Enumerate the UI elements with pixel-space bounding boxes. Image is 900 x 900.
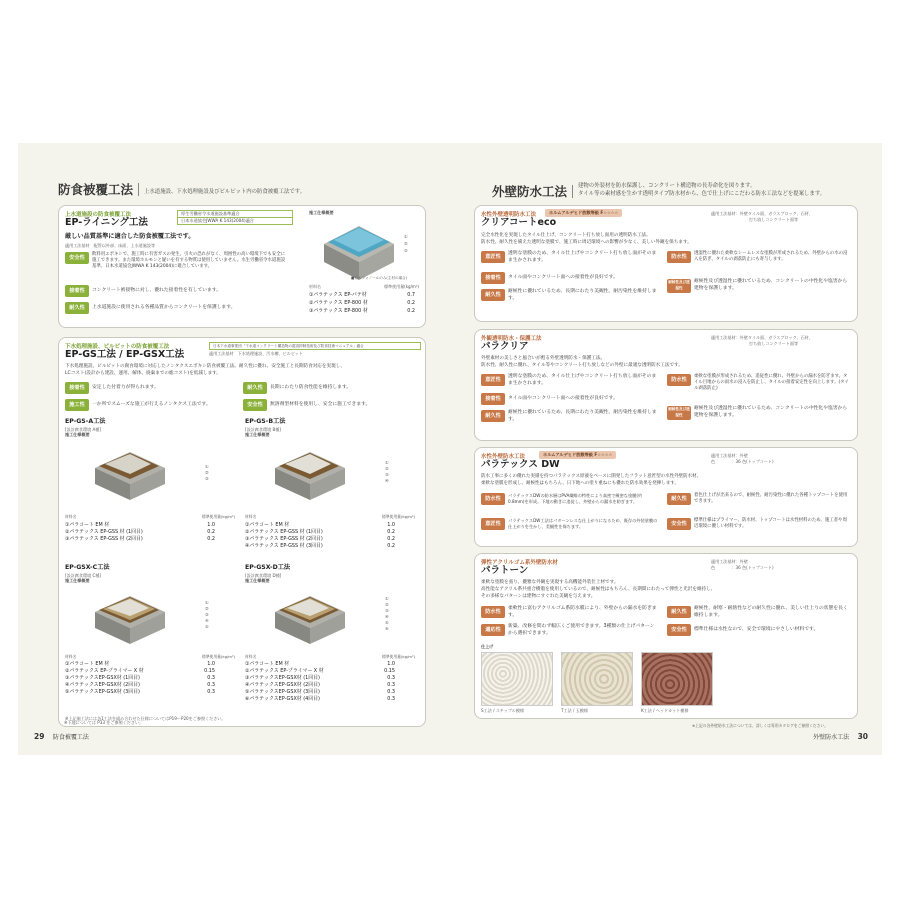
card-category: 上水道施設の防食被覆工法	[65, 212, 132, 218]
page-number: 29	[34, 732, 45, 741]
product-card-paratex-dw: 水性外壁防水工法 ホルムアルデヒド放散等級 F☆☆☆☆ パラテックス DW 適用工法基材：外壁 色 ：36 色(トップコート) 防水工事に多くの優れた実績を持つパラテックス原液をベースに開発したフラット意匠型の水性外壁防水材。 柔軟な塗膜を形成し、耐候性はもちろん、日下地への塗り重ねにも優れた防水効果を発揮します。 防水性 パラテックスDWの防水層はPVA繊維の特性により高密で緻密な塗膜(約0.8mm)を形成。下地の動きに追従し、外壁からの漏水を防ぎます。 耐久性 着色仕上げが出来るので、耐候性、耐汚染性に優れた各種トップコートを使用できます。 意匠性 パラテックスDW工法はパターンレスな仕上がりになるため、既存の外装塗膜の仕上がりを生かし、美観性を保ちます。 安全性 標準仕様はプライマー、防水材、トップコートは水性材料のため、施工者や周辺環境に優しい材料です。	[474, 447, 858, 547]
footer-label: 外壁防水工法	[813, 734, 850, 741]
finish-label: 仕上げ	[481, 644, 494, 649]
table-header	[309, 284, 419, 290]
table-row: ③パラテックス EP-800 材 0.2	[309, 308, 415, 314]
brochure-spread	[18, 143, 882, 755]
table-row: ①パラテックス EP-パテ材 0.7	[309, 292, 415, 298]
card-category: 下水処理施設、ピルピットの防食被覆工法	[65, 344, 170, 350]
feature-label: 安全性	[65, 252, 89, 264]
table-row: ③パラテックスEP-GSX材 (1回目) 0.3	[245, 675, 395, 681]
table-row: ③パラテックス EP-GSS 材 (2回目) 0.2	[245, 536, 395, 542]
diagram-note: ■ピルフォノールのみ(主材の場合)	[351, 276, 408, 280]
feature-row: 施工性 一か所でスムーズな施工が行えるノンタクス工法です。	[65, 399, 211, 411]
page-subtitle: 建物の外装材を防水保護し、コンクリート構造物の長寿命化を図ります。 タイル等の素材感を生かす透明タイプ防水材から、色で仕上げにこだわる防水工法などを提案します。	[578, 183, 826, 197]
col-header: 標準使用量(kg/m²)	[384, 284, 419, 289]
page-subtitle: 上水道施設、下水処理施設及びピルピット内の防食被覆工法です。	[144, 188, 306, 195]
table-row: ⑤パラテックスEP-GSX材 (3回目) 0.3	[65, 689, 215, 695]
ep-lining-card	[58, 205, 426, 328]
table-row: ③パラテックス EP-GSS 材 (2回目) 0.2	[65, 536, 215, 542]
feature-row: 耐久性 長期にわたり防食性能を維持します。	[243, 382, 351, 394]
table-row: ②パラテックス EP-プライマー X 材 0.15	[245, 668, 395, 674]
feature-row	[65, 285, 287, 297]
feature-row	[65, 302, 287, 314]
table-row: ①パラコート EM 材 1.0	[245, 522, 395, 528]
footer-label: 防食被覆工法	[52, 734, 89, 741]
table-row: ⑤パラテックスEP-GSX材 (3回目) 0.3	[245, 689, 395, 695]
swatch-caption: K工法 / ヘッドカット模様	[641, 708, 689, 713]
table-row: ②パラテックス EP-GSS 材 (1回目) 0.2	[245, 529, 395, 535]
diagram-callout: ①	[404, 234, 408, 239]
diagram-label: 施工仕様概要	[309, 210, 334, 215]
feature-text: 上水道施設に使用される各種品質からコンクリートを保護します。	[92, 305, 236, 310]
table-row: ④パラテックス EP-GSS 材 (3回目) 0.2	[245, 543, 395, 549]
cert-badge: 日本下水道事業団「下水道コンクリート構造物の腐食抑制技術及び防食技術マニュアル」適合	[209, 342, 421, 350]
footnote: ※下地については P33 をご参照ください。	[64, 720, 144, 725]
layer-diagram	[85, 588, 195, 648]
layer-diagram	[85, 444, 195, 504]
method-block-c: EP-GSX-C工法 [設計腐食環境 C種] 施工仕様概要 ① ② ③ ④ ⑤ 材料名 標準使用量(kg/m²) ①パラコート EM 材 1.0 ②パラテックス EP-プライマー X 材 0.15 ③パラテックスEP-GSX材 (1回目) 0.3 ④パラテックスEP-GSX材 (2回目) 0.3 ⑤パラテックスEP-GSX材 (3回目) 0.3	[65, 564, 235, 695]
page-title: 外壁防水工法	[492, 185, 573, 198]
intro-text: LCコスト(設計から建設、運用、解体、廃棄までの総コスト)を低減します。	[65, 371, 221, 376]
finish-swatch	[481, 652, 553, 706]
card-note: ※上記施工法には各1工法を組み合わせた仕様についてはP19〜P20をご参照ください。	[65, 716, 226, 721]
cert-badge: 厚生労働省令水道施設基準適合	[177, 210, 293, 218]
feature-row: 接着性 安定した付着力が得られます。	[65, 382, 159, 394]
method-block-a: EP-GS-A工法 [設計腐食環境 A種] 施工仕様概要 ① ② ③ 材料名 標準使用量(kg/m²) ①パラコート EM 材 1.0 ②パラテックス EP-GSS 材 (1回目) 0.2 ③パラテックス EP-GSS 材 (2回目) 0.2	[65, 418, 235, 542]
page-footer	[813, 732, 868, 741]
product-name: EP-ライニング工法	[65, 217, 148, 228]
finish-swatch	[561, 652, 633, 706]
product-card-paratone: 弾性アクリルゴム系外壁防水材 パラトーン 適用工法基材：外壁 色 ：36 色(トップコート) 柔軟な塗膜を張り、優雅な外観を実現する高機能外装仕上材です。 高性能なアクリル系共重合樹脂を使用しているので、耐候性はもちろん、長期間にわたって弾性と光沢を維持し、 その多様なパターンは建物にすぐれた美観を与えます。 防水性 柔軟性に富むアクリルゴム系防水膜により、外壁からの漏水を防ぎます。 耐久性 耐候性、耐寒・耐熱性などの耐久性に優れ、美しい仕上りの状態を長く維持します。 適応性 新築、改修を問わず幅広くご使用できます。3種類の仕上げパターンから選択できます。 安全性 標準仕様は水性なので、安全で環境にやさしい材料です。 仕上げ S工法 / スチップル模様 T工法 / 玉模様 K工法 / ヘッドカット模様	[474, 553, 858, 719]
table-row: ①パラコート EM 材 1.0	[65, 522, 215, 528]
product-name: パラテックス DW	[481, 459, 560, 470]
left-page-header	[58, 183, 305, 196]
table-row: ④パラテックスEP-GSX材 (2回目) 0.3	[65, 682, 215, 688]
table-row: ②パラテックス EP-800 材 0.2	[309, 300, 415, 306]
table-row: ②パラテックス EP-プライマー X 材 0.15	[65, 668, 215, 674]
substrate-text: 適用工法基材 配管以外部、床面、上水道施設等	[65, 243, 156, 248]
diagram-callout: ②	[404, 241, 408, 246]
grade-badge: ホルムアルデヒド放散等級 F☆☆☆☆	[545, 209, 622, 217]
product-name: パラトーン	[481, 565, 529, 576]
layer-diagram	[265, 588, 375, 648]
feature-text: 飲料用エポキシで、施工時に有害ガスの発生、引火の恐れがなく、周囲性の高い環境下でも安全に施工できます。また環境ホルモンと疑いを有する物質は使用していません。水生労働省令水道施設基準、日本水道協会JWWA K 143(2004)に適合しています。	[92, 252, 286, 269]
product-card-paraclear: 外観透明防水・保護工法 パラクリア 適用工法基材：外壁タイル面、ガラスブロック、石材、 打ち放しコンクリート面等 外壁素材の美しさと風合いが甦る外壁透明防水・保護工法。 防水性、耐久性に優れ、タイル等やコンクリート打ち放しなどの外壁に最適な透明防水工法です。 意匠性 透明な塗膜のため、タイル仕上げやコンクリート打ち放し面がそのまま生かされます。 防水性 柔軟な塗膜が形成されるため、追従性に優れ、外壁からの漏水を防ぎます。タイル目地からの雨水の浸入を防止し、タイルの接着安定性を向上します。(タイル剥落防止) 接着性 タイル面やコンクリート面への接着性が良好です。 耐久性 耐候性に優れているため、長期にわたり美観性、耐汚染性を維持します。 耐候性及び透湿性 耐候性及び透湿性に優れているため、コンクリートの中性化や塩害から建物を保護します。	[474, 329, 858, 441]
product-name: EP-GS工法 / EP-GSX工法	[65, 349, 185, 360]
swatch-caption: S工法 / スチップル模様	[481, 708, 525, 713]
method-block-b: EP-GS-B工法 [設計腐食環境 B種] 施工仕様概要 ① ② ③ ④ 材料名 標準使用量(kg/m²) ①パラコート EM 材 1.0 ②パラテックス EP-GSS 材 (1回目) 0.2 ③パラテックス EP-GSS 材 (2回目) 0.2 ④パラテックス EP-GSS 材 (3回目) 0.2	[245, 418, 415, 549]
feature-text: コンクリート被接物に対し、優れた接着性を有しています。	[92, 288, 222, 293]
ep-gs-card	[58, 337, 426, 727]
method-block-d: EP-GSX-D工法 [設計腐食環境 D種] 施工仕様概要 ① ② ③ ④ ⑤ ⑥ 材料名 標準使用量(kg/m²) ①パラコート EM 材 1.0 ②パラテックス EP-プライマー X 材 0.15 ③パラテックスEP-GSX材 (1回目) 0.3 ④パラテックスEP-GSX材 (2回目) 0.3 ⑤パラテックスEP-GSX材 (3回目) 0.3 ⑥パラテックスEP-GSX材 (4回目) 0.3	[245, 564, 415, 702]
cert-badge: 日本水道協会JWWA K 143(2004)適合	[177, 217, 293, 225]
table-row: ③パラテックスEP-GSX材 (1回目) 0.3	[65, 675, 215, 681]
product-card-clearcoat: 水性外壁透明防水工法 ホルムアルデヒド放散等級 F☆☆☆☆ クリアコートeco 適用工法基材：外壁タイル面、ガラスブロック、石材、 打ち放しコンクリート面等 完全水性化を実現したタイル仕上げ、コンクリート打ち放し面用の透明防水工法。 防水性、耐久性を備えた透明な塗膜で、施工時に周辺環境への影響が少なく、美しい外観を保ちます。 意匠性 透明な塗膜のため、タイル仕上げやコンクリート打ち放し面がそのまま生かされます。 防水性 透湿性に優れた柔軟なシームレスな塗膜が形成されるため、外壁からの水の浸入を防ぎ、タイルの剥落防止にも寄与します。 接着性 タイル面やコンクリート面への接着性が良好です。 耐久性 耐候性に優れているため、長期にわたり美観性、耐汚染性を維持します。 耐候性及び透湿性 耐候性及び透湿性に優れているため、コンクリートの中性化や塩害から建物を保護します。	[474, 205, 858, 322]
footnote: ※上記の各外壁防水工法については、詳しくは専用カタログをご参照ください。	[692, 723, 828, 728]
finish-swatch	[641, 652, 713, 706]
intro-text: 下水処理施設、ピルピットの腐食環境に対応したノンタクスエポキシ防食被覆工法。耐久性に優れ、安全施工と長期防食対応を実現し、	[65, 364, 345, 369]
swatch-caption: T工法 / 玉模様	[561, 708, 588, 713]
left-page	[18, 143, 450, 755]
feature-row: 安全性 無溶剤型材料を使用し、安全に施工できます。	[243, 399, 370, 411]
feature-label: 耐久性	[65, 302, 89, 314]
product-name: クリアコートeco	[481, 217, 557, 228]
table-row: ②パラテックス EP-GSS 材 (1回目) 0.2	[65, 529, 215, 535]
substrate-text: 適用工法基材 下水処理施設、汚水槽、ピルピット	[209, 351, 303, 356]
page-footer	[34, 732, 89, 741]
layer-diagram	[265, 444, 375, 504]
feature-row	[65, 252, 287, 270]
diagram-callout: ③	[404, 248, 408, 253]
table-row: ④パラテックスEP-GSX材 (2回目) 0.3	[245, 682, 395, 688]
page-title: 防食被覆工法	[58, 183, 139, 196]
page-number: 30	[857, 732, 868, 741]
intro-text: 厳しい品質基準に適合した防食被覆工法です。	[65, 233, 195, 240]
table-row: ①パラコート EM 材 1.0	[245, 661, 395, 667]
feature-label: 接着性	[65, 285, 89, 297]
col-header: 材料名	[309, 284, 321, 289]
right-page-header	[492, 183, 825, 198]
table-row: ⑥パラテックスEP-GSX材 (4回目) 0.3	[245, 696, 395, 702]
table-row: ①パラコート EM 材 1.0	[65, 661, 215, 667]
product-name: パラクリア	[481, 341, 529, 352]
grade-badge: ホルムアルデヒド放散等級 F☆☆☆☆	[539, 451, 616, 459]
right-page	[450, 143, 882, 755]
